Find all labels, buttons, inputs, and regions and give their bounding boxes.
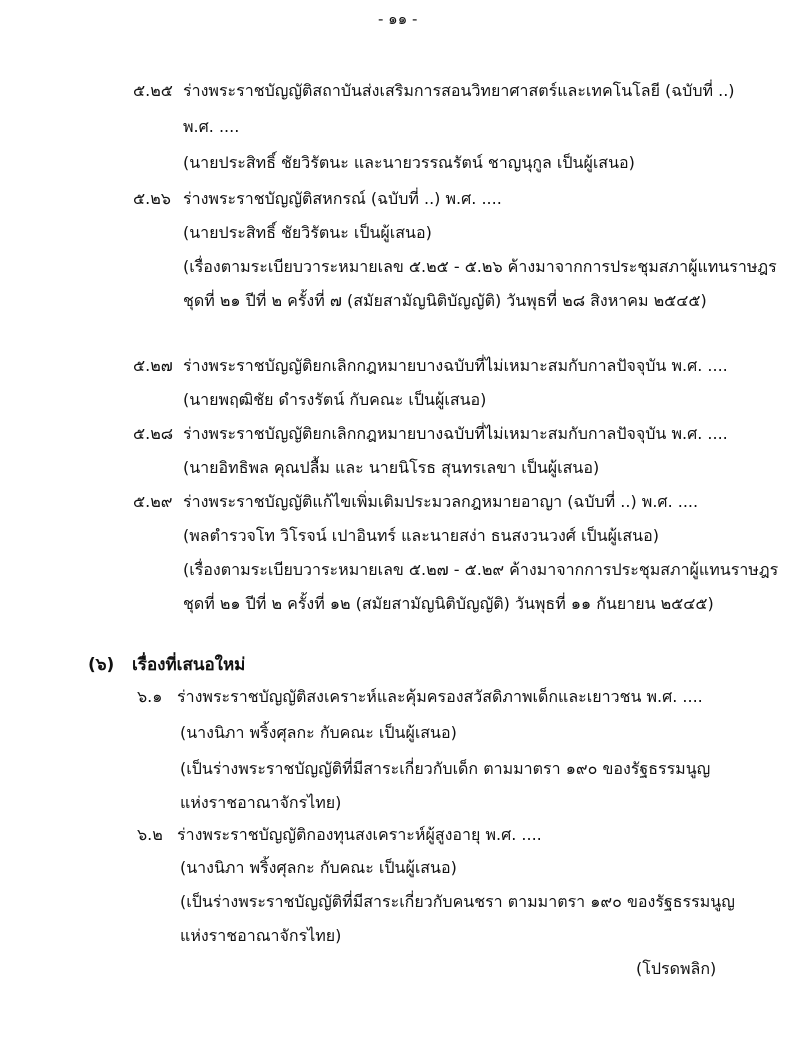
agenda-note-continued: ชุดที่ ๒๑ ปีที่ ๒ ครั้งที่ ๑๒ (สมัยสามัญนิติบัญญัติ) วันพุธที่ ๑๑ กันยายน ๒๕๔๕): [183, 594, 714, 613]
item-number: ๕.๒๕: [133, 81, 173, 100]
item-number: ๕.๒๙: [133, 492, 173, 511]
item-proposer: (นางนิภา พริ้งศุลกะ กับคณะ เป็นผู้เสนอ): [180, 858, 457, 877]
please-turn-over: (โปรดพลิก): [636, 959, 717, 978]
item-number: ๕.๒๗: [133, 356, 173, 375]
item-note-continued: แห่งราชอาณาจักรไทย): [180, 793, 342, 812]
agenda-note-continued: ชุดที่ ๒๑ ปีที่ ๒ ครั้งที่ ๗ (สมัยสามัญนิติบัญญัติ) วันพุธที่ ๒๘ สิงหาคม ๒๕๔๕): [183, 291, 707, 310]
item-proposer: (พลตำรวจโท วิโรจน์ เปาอินทร์ และนายสง่า ธนสงวนวงศ์ เป็นผู้เสนอ): [183, 526, 659, 545]
section-number: (๖): [88, 655, 115, 675]
item-proposer: (นายประสิทธิ์ ชัยวิรัตนะ เป็นผู้เสนอ): [183, 223, 432, 242]
item-title-continued: พ.ศ. ....: [183, 117, 240, 136]
item-title: ร่างพระราชบัญญัติยกเลิกกฎหมายบางฉบับที่ไม่เหมาะสมกับกาลปัจจุบัน พ.ศ. ....: [183, 424, 728, 443]
item-proposer: (นายอิทธิพล คุณปลื้ม และ นายนิโรธ สุนทรเลขา เป็นผู้เสนอ): [183, 458, 600, 477]
item-number: ๖.๒: [137, 825, 163, 844]
item-proposer: (นางนิภา พริ้งศุลกะ กับคณะ เป็นผู้เสนอ): [180, 723, 457, 742]
section-title: เรื่องที่เสนอใหม่: [132, 655, 246, 675]
agenda-note: (เรื่องตามระเบียบวาระหมายเลข ๕.๒๗ - ๕.๒๙ ค้างมาจากการประชุมสภาผู้แทนราษฎร: [183, 560, 779, 579]
item-proposer: (นายพฤฒิชัย ดำรงรัตน์ กับคณะ เป็นผู้เสนอ): [183, 390, 487, 409]
item-title: ร่างพระราชบัญญัติสงเคราะห์และคุ้มครองสวัสดิภาพเด็กและเยาวชน พ.ศ. ....: [177, 687, 703, 706]
item-number: ๕.๒๘: [133, 424, 174, 443]
item-title: ร่างพระราชบัญญัติแก้ไขเพิ่มเติมประมวลกฎหมายอาญา (ฉบับที่ ..) พ.ศ. ....: [183, 492, 699, 511]
item-note-continued: แห่งราชอาณาจักรไทย): [180, 926, 342, 945]
agenda-note: (เรื่องตามระเบียบวาระหมายเลข ๕.๒๕ - ๕.๒๖ ค้างมาจากการประชุมสภาผู้แทนราษฎร: [183, 257, 777, 276]
item-title: ร่างพระราชบัญญัติสถาบันส่งเสริมการสอนวิทยาศาสตร์และเทคโนโลยี (ฉบับที่ ..): [183, 81, 735, 100]
item-number: ๕.๒๖: [133, 189, 171, 208]
item-number: ๖.๑: [137, 687, 163, 706]
item-title: ร่างพระราชบัญญัติยกเลิกกฎหมายบางฉบับที่ไม่เหมาะสมกับกาลปัจจุบัน พ.ศ. ....: [183, 356, 728, 375]
item-title: ร่างพระราชบัญญัติสหกรณ์ (ฉบับที่ ..) พ.ศ. ....: [183, 189, 502, 208]
item-proposer: (นายประสิทธิ์ ชัยวิรัตนะ และนายวรรณรัตน์ ชาญนุกูล เป็นผู้เสนอ): [183, 153, 635, 172]
item-note: (เป็นร่างพระราชบัญญัติที่มีสาระเกี่ยวกับเด็ก ตามมาตรา ๑๙๐ ของรัฐธรรมนูญ: [180, 759, 711, 778]
page-number: - ๑๑ -: [378, 10, 418, 28]
item-note: (เป็นร่างพระราชบัญญัติที่มีสาระเกี่ยวกับคนชรา ตามมาตรา ๑๙๐ ของรัฐธรรมนูญ: [180, 892, 735, 911]
item-title: ร่างพระราชบัญญัติกองทุนสงเคราะห์ผู้สูงอายุ พ.ศ. ....: [177, 825, 542, 844]
